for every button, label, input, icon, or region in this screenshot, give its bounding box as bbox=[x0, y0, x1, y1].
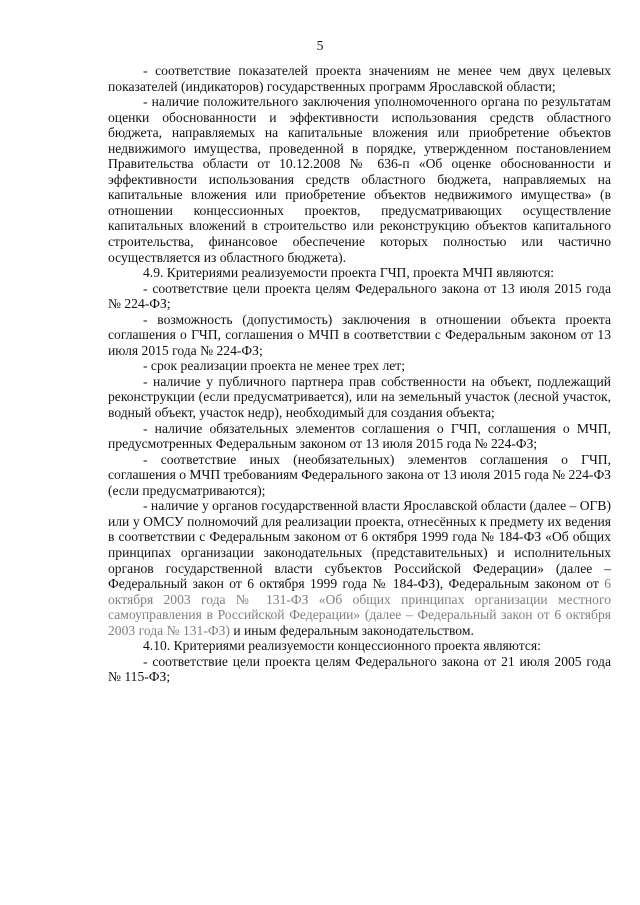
paragraph-positive-conclusion: - наличие положительного заключения уполномоченного органа по результатам оценки обоснованности и эффективности использования средств областного бюджета, направляемых на капитальные вложения или приобретение объектов недвижимого имущества, проведенной в порядке, утвержденном постановлением Правительства области от 10.12.2008 № 636-п «Об оценке обоснованности и эффективности использования средств областного бюджета, направляемых на капитальные вложения или приобретение объектов недвижимого имущества» (в отношении концессионных проектов, предусматривающих осуществление капитальных вложений в строительство или реконструкцию объектов капитального строительства, финансовое обеспечение которых полностью или частично осуществляется из областного бюджета). bbox=[108, 94, 611, 265]
section-heading-4-10: 4.10. Критериями реализуемости концессионного проекта являются: bbox=[143, 638, 541, 654]
paragraph-ownership-rights: - наличие у публичного партнера прав собственности на объект, подлежащий реконструкции (если предусматривается), или на земельный участок (лесной участок, водный объект, участок недр), необходимый для создания объекта; bbox=[108, 373, 611, 421]
section-heading-4-9: 4.9. Критериями реализуемости проекта ГЧП, проекта МЧП являются: bbox=[143, 265, 555, 281]
paragraph-agreement-possibility: - возможность (допустимость) заключения в отношении объекта проекта соглашения о ГЧП, соглашения о МЧП в соответствии с Федеральным законом от 13 июля 2015 года № 224-ФЗ; bbox=[108, 311, 611, 358]
page-number: 5 bbox=[316, 38, 324, 53]
document-body bbox=[108, 63, 611, 685]
paragraph-goal-compliance-224: - соответствие цели проекта целям Федерального закона от 13 июля 2015 года № 224-ФЗ; bbox=[108, 280, 611, 312]
paragraph-optional-elements: - соответствие иных (необязательных) элементов соглашения о ГЧП, соглашения о МЧП требованиям Федерального закона от 13 июля 2015 года № 224-ФЗ (если предусматриваются); bbox=[108, 451, 611, 498]
paragraph-authority-powers bbox=[108, 498, 611, 638]
paragraph-indicators: - соответствие показателей проекта значениям не менее чем двух целевых показателей (индикаторов) государственных программ Ярославской области; bbox=[108, 63, 611, 94]
paragraph-goal-compliance-115: - соответствие цели проекта целям Федерального закона от 21 июля 2005 года № 115-ФЗ; bbox=[108, 653, 611, 685]
paragraph-mandatory-elements: - наличие обязательных элементов соглашения о ГЧП, соглашения о МЧП, предусмотренных Федеральным законом от 13 июля 2015 года № 224-ФЗ; bbox=[108, 420, 611, 452]
authority-text-start: - наличие у органов государственной власти Ярославской области (далее – ОГВ) или у ОМСУ полномочий для реализации проекта, отнесённых к предмету их ведения в соответствии с Федеральным законом от 6 октября 1999 года № 184-ФЗ «Об общих принципах организации законодательных (представительных) и исполнительных органов государственной власти субъектов Российской Федерации» (далее – Федеральный закон от 6 октября 1999 года № 184-ФЗ), Федеральным законом от bbox=[108, 498, 611, 592]
authority-text-end: и иным федеральным законодательством. bbox=[229, 622, 474, 638]
paragraph-term: - срок реализации проекта не менее трех лет; bbox=[143, 358, 405, 374]
authority-law-131-reference: 6 октября 2003 года № 131-ФЗ «Об общих принципах организации местного самоуправления в Российской Федерации» (далее – Федеральный закон от 6 октября 2003 года № 131-ФЗ) bbox=[108, 576, 611, 638]
